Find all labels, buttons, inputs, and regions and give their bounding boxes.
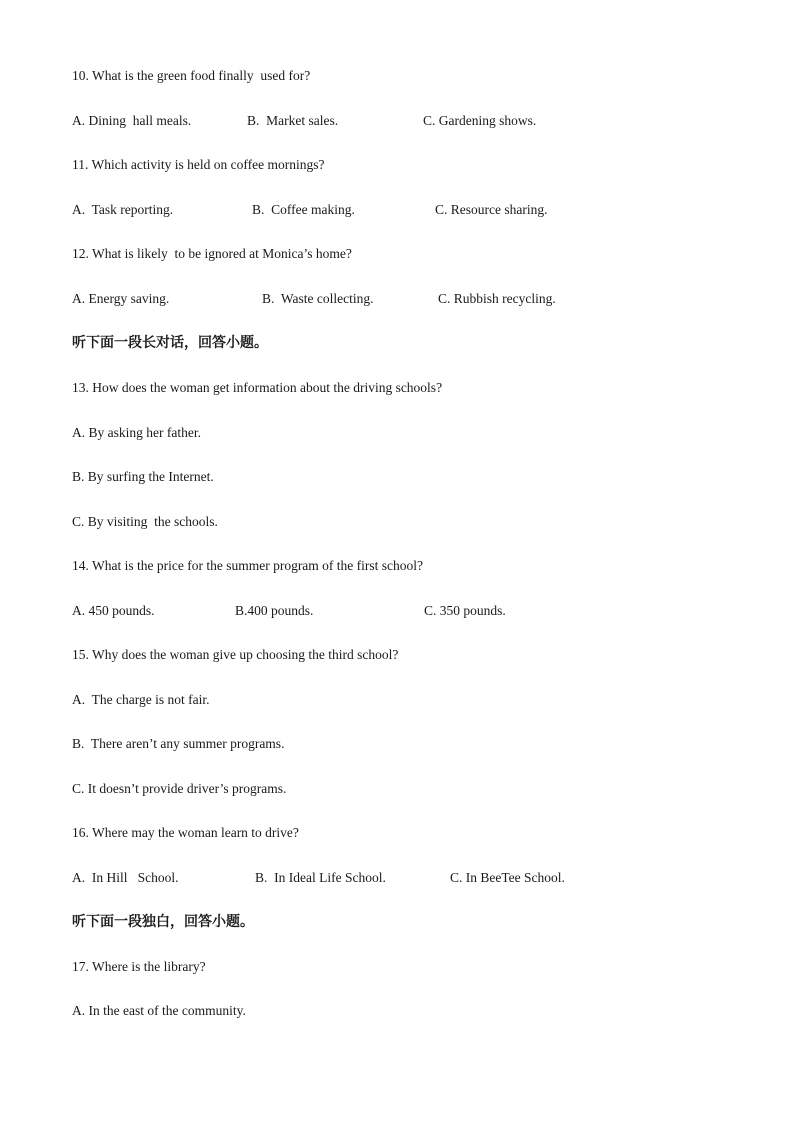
q13-option-a: A. By asking her father. xyxy=(72,425,201,440)
q15-option-b: B. There aren’t any summer programs. xyxy=(72,736,285,751)
q16-option-a: A. In Hill School. xyxy=(72,870,179,885)
q16-option-b: B. In Ideal Life School. xyxy=(255,870,386,885)
question-13: 13. How does the woman get information about the driving schools? xyxy=(72,380,443,395)
question-14-options xyxy=(72,602,672,620)
q12-option-a: A. Energy saving. xyxy=(72,291,170,306)
q15-option-c: C. It doesn’t provide driver’s programs. xyxy=(72,781,287,796)
question-10-options xyxy=(72,112,672,130)
q13-option-c: C. By visiting the schools. xyxy=(72,514,218,529)
q11-option-c: C. Resource sharing. xyxy=(435,202,548,217)
section-heading-monologue: 听下面一段独白，回答小题。 xyxy=(72,914,254,930)
q10-option-c: C. Gardening shows. xyxy=(423,113,537,128)
question-14: 14. What is the price for the summer program of the first school? xyxy=(72,558,424,573)
q12-option-c: C. Rubbish recycling. xyxy=(438,291,556,306)
question-16: 16. Where may the woman learn to drive? xyxy=(72,825,299,840)
question-12: 12. What is likely to be ignored at Monica’s home? xyxy=(72,246,352,261)
question-17: 17. Where is the library? xyxy=(72,959,206,974)
q15-option-a: A. The charge is not fair. xyxy=(72,692,210,707)
q14-option-a: A. 450 pounds. xyxy=(72,603,155,618)
q14-option-c: C. 350 pounds. xyxy=(424,603,506,618)
question-12-options xyxy=(72,290,672,308)
q10-option-b: B. Market sales. xyxy=(247,113,339,128)
question-11-options xyxy=(72,201,672,219)
question-10: 10. What is the green food finally used for? xyxy=(72,68,311,83)
q12-option-b: B. Waste collecting. xyxy=(262,291,374,306)
question-11: 11. Which activity is held on coffee mornings? xyxy=(72,157,325,172)
question-15: 15. Why does the woman give up choosing the third school? xyxy=(72,647,399,662)
q16-option-c: C. In BeeTee School. xyxy=(450,870,565,885)
question-16-options xyxy=(72,869,672,887)
q11-option-a: A. Task reporting. xyxy=(72,202,174,217)
q13-option-b: B. By surfing the Internet. xyxy=(72,469,214,484)
q10-option-a: A. Dining hall meals. xyxy=(72,113,192,128)
q14-option-b: B.400 pounds. xyxy=(235,603,314,618)
q11-option-b: B. Coffee making. xyxy=(252,202,355,217)
section-heading-long-dialogue: 听下面一段长对话，回答小题。 xyxy=(72,335,268,351)
q17-option-a: A. In the east of the community. xyxy=(72,1003,246,1018)
